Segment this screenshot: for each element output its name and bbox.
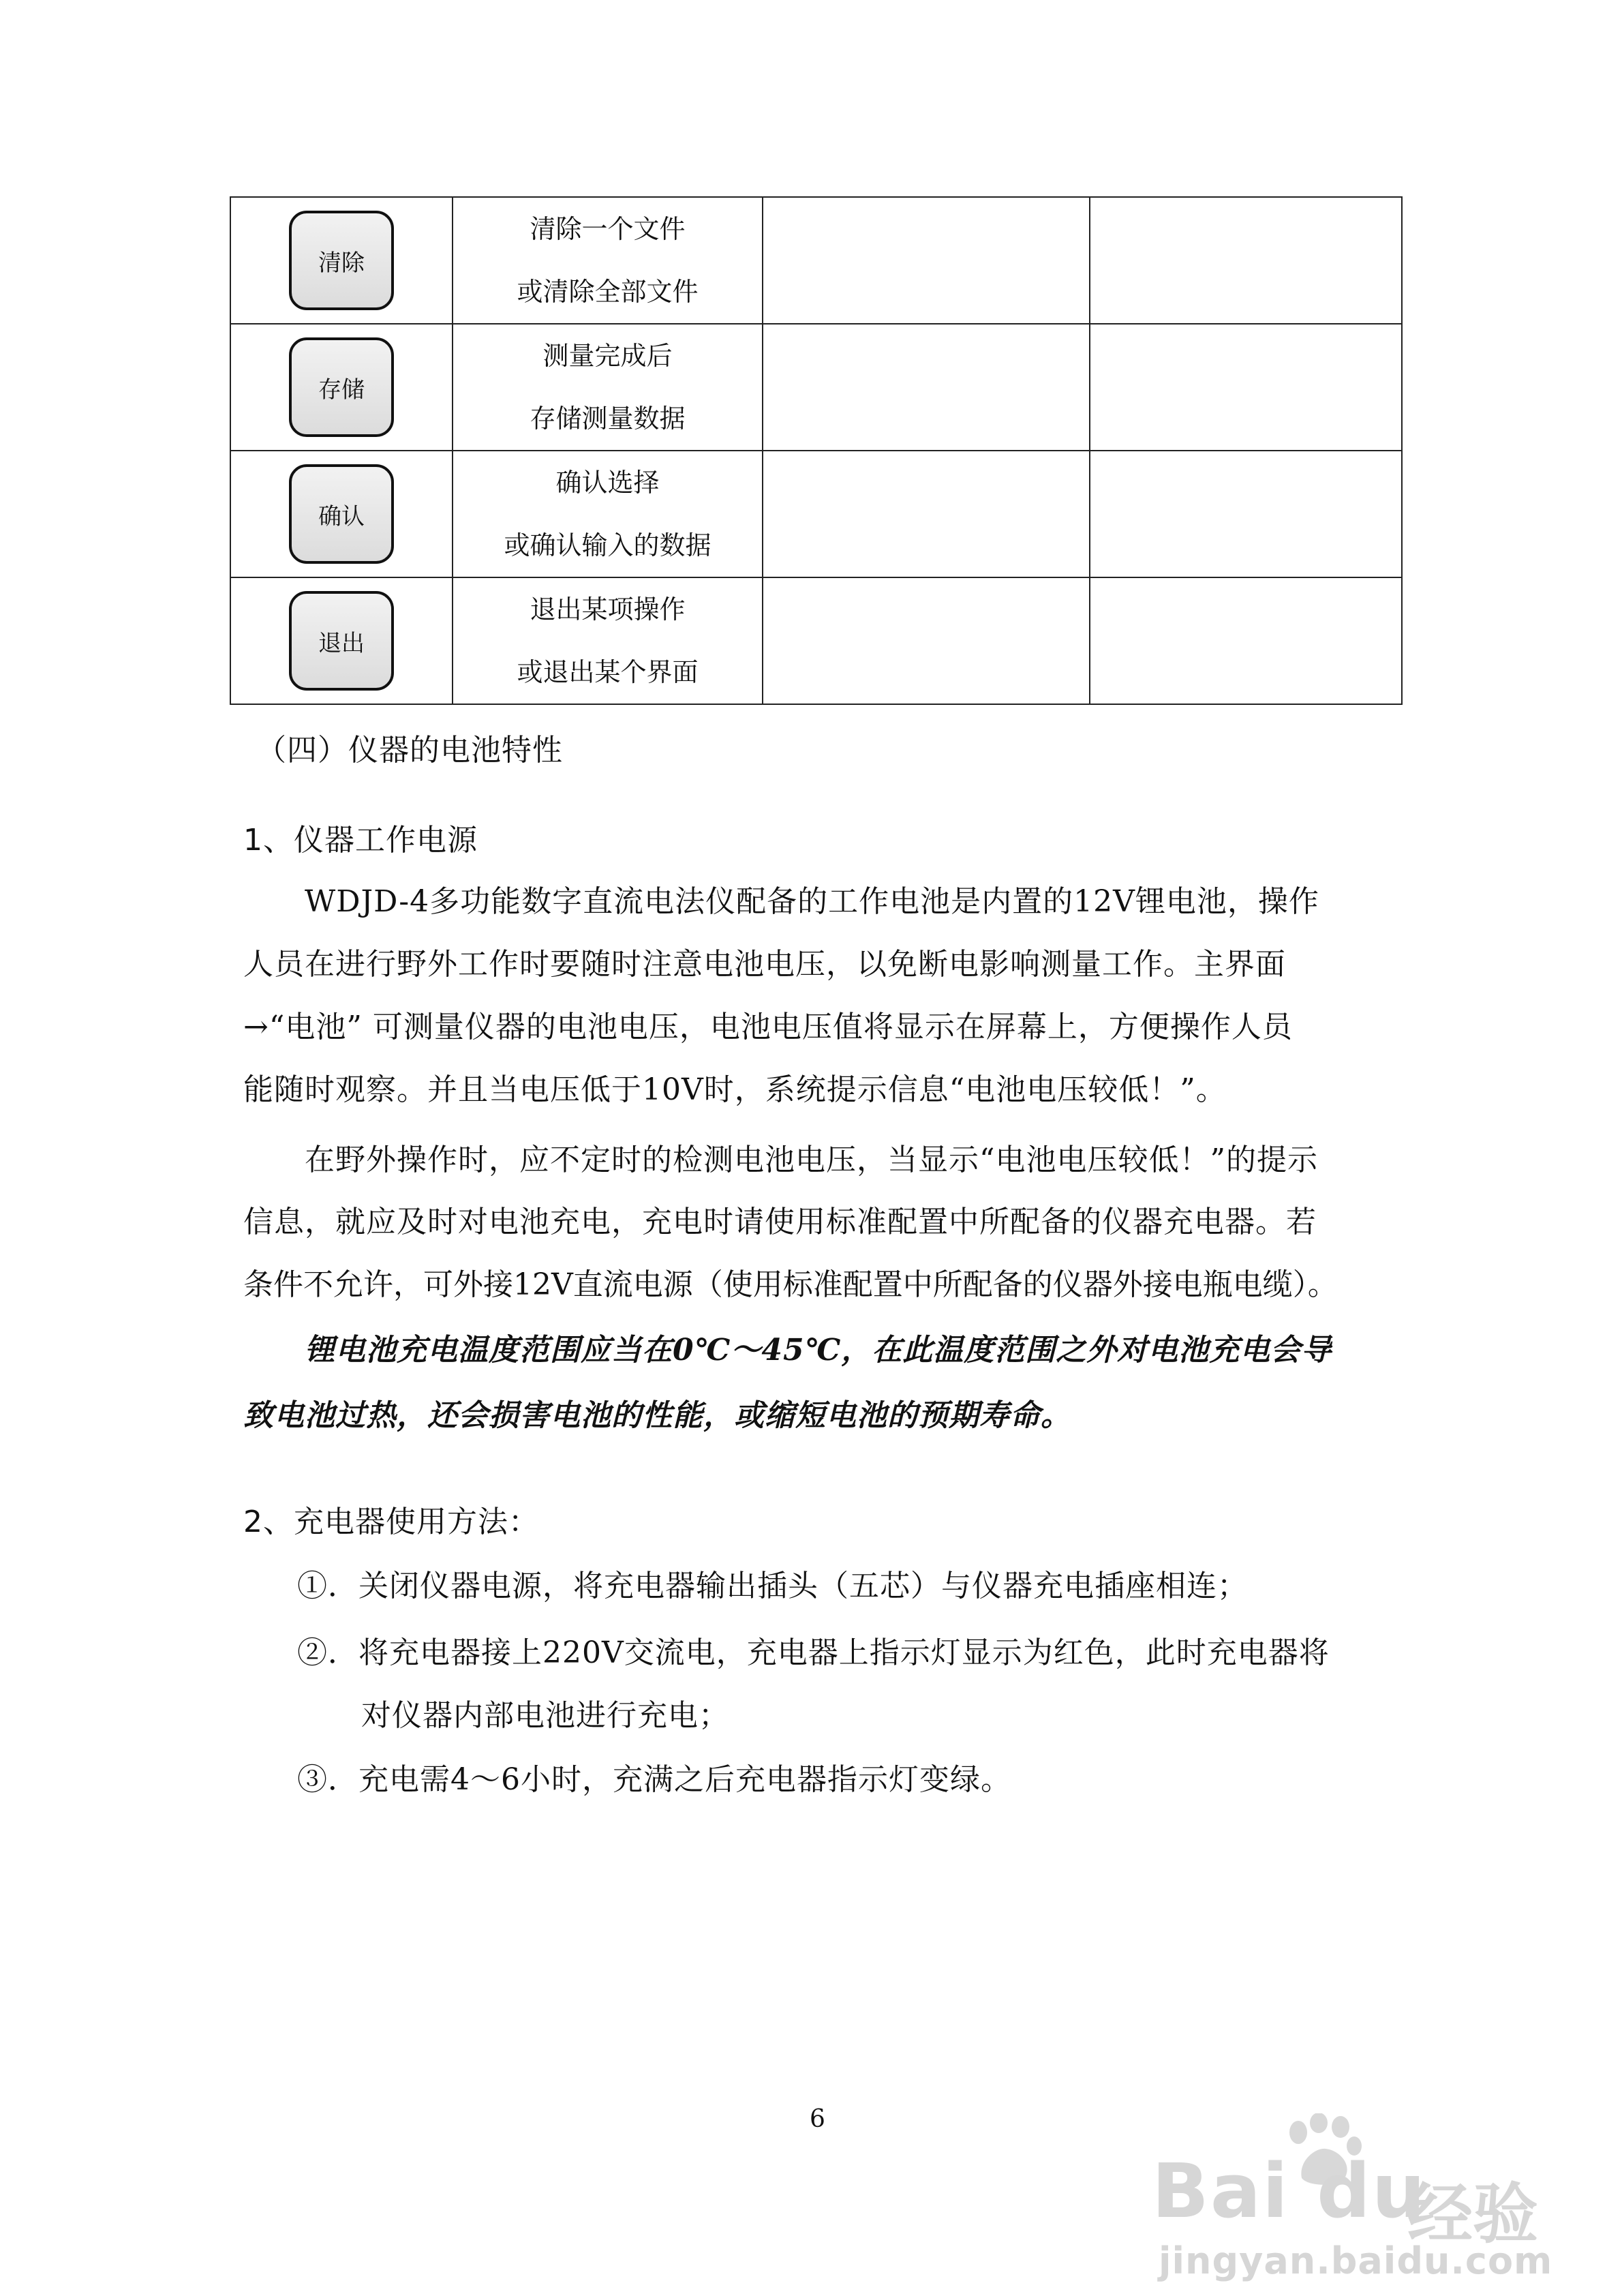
key-description xyxy=(453,577,763,704)
clear-key-icon: 清除 xyxy=(289,211,394,310)
paragraph-line: 信息，就应及时对电池充电，充电时请使用标准配置中所配备的仪器充电器。若 xyxy=(243,1205,1317,1239)
empty-cell xyxy=(763,577,1090,704)
step-item: ③．充电需4～6小时，充满之后充电器指示灯变绿。 xyxy=(297,1762,1011,1797)
desc-line: 存储测量数据 xyxy=(530,404,686,434)
key-cell xyxy=(230,197,453,324)
warning-line: 致电池过热，还会损害电池的性能，或缩短电池的预期寿命。 xyxy=(243,1398,1071,1433)
paragraph-line: 人员在进行野外工作时要随时注意电池电压，以免断电影响测量工作。主界面 xyxy=(243,947,1286,982)
empty-cell xyxy=(1090,197,1402,324)
desc-line: 测量完成后 xyxy=(542,341,673,371)
paragraph-line: 在野外操作时，应不定时的检测电池电压，当显示“电池电压较低！”的提示 xyxy=(305,1143,1318,1177)
watermark-url: jingyan.baidu.com xyxy=(1159,2239,1553,2282)
key-cell xyxy=(230,324,453,451)
table-row xyxy=(230,324,1402,451)
key-function-table xyxy=(230,196,1403,705)
confirm-key-icon: 确认 xyxy=(289,464,394,564)
desc-line: 或退出某个界面 xyxy=(517,657,699,687)
paragraph-line: →“电池” 可测量仪器的电池电压，电池电压值将显示在屏幕上，方便操作人员 xyxy=(243,1010,1293,1044)
empty-cell xyxy=(763,451,1090,577)
empty-cell xyxy=(763,197,1090,324)
empty-cell xyxy=(1090,451,1402,577)
paragraph-line: 能随时观察。并且当电压低于10V时，系统提示信息“电池电压较低！”。 xyxy=(243,1072,1227,1107)
key-description xyxy=(453,451,763,577)
table-row xyxy=(230,197,1402,324)
desc-line: 确认选择 xyxy=(555,468,660,498)
step-item-continued: 对仪器内部电池进行充电； xyxy=(361,1698,729,1733)
watermark-logo: Bai du xyxy=(1152,2147,1427,2235)
paragraph-line: WDJD-4多功能数字直流电法仪配备的工作电池是内置的12V锂电池，操作 xyxy=(305,884,1319,919)
watermark-cn: 经验 xyxy=(1407,2175,1538,2252)
paragraph-line: 条件不允许，可外接12V直流电源（使用标准配置中所配备的仪器外接电瓶电缆）。 xyxy=(243,1267,1338,1302)
subsection-heading: 2、充电器使用方法： xyxy=(243,1505,539,1539)
warning-line: 锂电池充电温度范围应当在0℃～45℃，在此温度范围之外对电池充电会导 xyxy=(305,1333,1332,1368)
empty-cell xyxy=(763,324,1090,451)
empty-cell xyxy=(1090,577,1402,704)
key-description xyxy=(453,324,763,451)
table-row xyxy=(230,577,1402,704)
desc-line: 或清除全部文件 xyxy=(517,277,699,307)
page-number: 6 xyxy=(810,2105,825,2133)
desc-line: 或确认输入的数据 xyxy=(504,530,711,560)
desc-line: 退出某项操作 xyxy=(530,594,686,624)
step-item: ①．关闭仪器电源，将充电器输出插头（五芯）与仪器充电插座相连； xyxy=(297,1569,1248,1603)
baidu-watermark xyxy=(1152,2113,1561,2284)
step-item: ②．将充电器接上220V交流电，充电器上指示灯显示为红色，此时充电器将 xyxy=(297,1635,1330,1670)
key-cell xyxy=(230,451,453,577)
desc-line: 清除一个文件 xyxy=(530,214,686,244)
section-title: （四）仪器的电池特性 xyxy=(256,733,563,768)
store-key-icon: 存储 xyxy=(289,337,394,437)
subsection-heading: 1、仪器工作电源 xyxy=(243,823,478,858)
key-description xyxy=(453,197,763,324)
key-cell xyxy=(230,577,453,704)
exit-key-icon: 退出 xyxy=(289,591,394,691)
empty-cell xyxy=(1090,324,1402,451)
table-row xyxy=(230,451,1402,577)
